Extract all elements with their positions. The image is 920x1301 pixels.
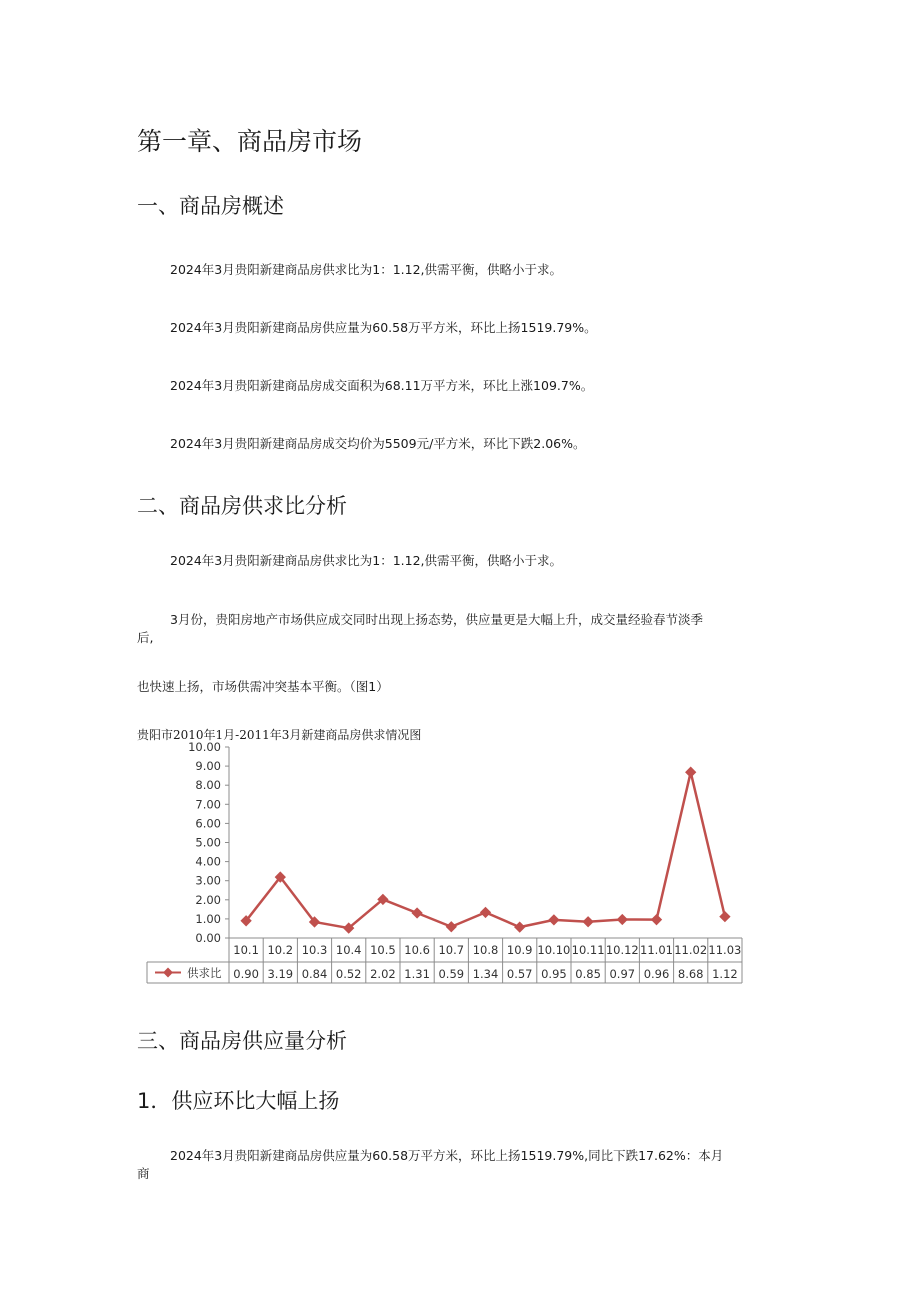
data-label: 0.52 [335,967,362,981]
paragraph: 商 [137,1166,150,1181]
y-tick-label: 4.00 [195,854,221,869]
x-tick-label: 10.6 [404,943,430,957]
paragraph: 2024年3月贵阳新建商品房供应量为60.58万平方米，环比上扬1519.79%。 [170,320,597,335]
x-tick-label: 11.02 [674,943,708,957]
y-tick-label: 9.00 [195,759,221,774]
series-line-供求比 [246,772,725,928]
paragraph: 2024年3月贵阳新建商品房供求比为1：1.12,供需平衡，供略小于求。 [170,553,563,568]
data-label: 0.57 [506,967,533,981]
x-tick-label: 10.8 [472,943,499,957]
data-label: 0.84 [301,967,328,981]
x-tick-label: 10.10 [537,943,571,957]
data-point [514,921,525,932]
chapter-title: 第一章、商品房市场 [137,127,363,156]
paragraph: 2024年3月贵阳新建商品房成交均价为5509元/平方米，环比下跌2.06%。 [170,436,586,451]
data-label: 0.90 [233,967,259,981]
y-tick-label: 1.00 [195,911,221,926]
data-label: 3.19 [267,967,294,981]
data-point [548,914,559,925]
y-tick-label: 6.00 [195,816,221,831]
y-tick-label: 2.00 [195,892,221,907]
y-tick-label: 5.00 [195,835,221,850]
data-label: 0.97 [609,967,636,981]
data-point [446,921,457,932]
section-title-overview: 一、商品房概述 [137,194,284,218]
x-tick-label: 11.01 [640,943,673,957]
data-label: 1.31 [404,967,430,981]
data-point [719,911,730,922]
paragraph: 2024年3月贵阳新建商品房供应量为60.58万平方米，环比上扬1519.79%,同比下跌17.62%：本月 [170,1148,724,1163]
x-tick-label: 10.5 [370,943,396,957]
data-point [617,914,628,925]
data-point [685,767,696,778]
data-label: 0.59 [438,967,465,981]
data-label: 1.34 [472,967,499,981]
y-tick-label: 8.00 [195,778,221,793]
data-label: 2.02 [370,967,396,981]
data-label: 1.12 [712,967,738,981]
x-tick-label: 11.03 [708,943,742,957]
data-label: 0.95 [541,967,567,981]
data-point [582,916,593,927]
legend-marker [163,968,173,978]
x-tick-label: 10.9 [506,943,533,957]
paragraph: 3月份，贵阳房地产市场供应成交同时出现上扬态势，供应量更是大幅上升，成交量经验春节淡季 [170,612,703,627]
data-label: 8.68 [677,967,704,981]
section-title-supply-demand: 二、商品房供求比分析 [137,494,347,518]
data-point [411,907,422,918]
y-tick-label: 7.00 [195,797,221,812]
data-point [651,914,662,925]
legend-label: 供求比 [187,966,222,980]
section-title-supply: 三、商品房供应量分析 [137,1029,347,1053]
data-point [480,907,491,918]
subsection-title: 1．供应环比大幅上扬 [137,1089,340,1113]
x-tick-label: 10.2 [267,943,294,957]
x-tick-label: 10.12 [605,943,639,957]
chart-title: 贵阳市2010年1月-2011年3月新建商品房供求情况图 [137,728,422,742]
y-tick-label: 3.00 [195,873,221,888]
data-label: 0.96 [643,967,670,981]
paragraph: 2024年3月贵阳新建商品房供求比为1：1.12,供需平衡，供略小于求。 [170,262,563,277]
x-tick-label: 10.7 [438,943,465,957]
x-tick-label: 10.11 [571,943,605,957]
y-tick-label: 10.00 [188,742,221,754]
paragraph: 后, [137,630,154,645]
y-tick-label: 0.00 [195,931,221,945]
x-tick-label: 10.1 [233,943,259,957]
x-tick-label: 10.3 [301,943,328,957]
data-label: 0.85 [575,967,601,981]
x-tick-label: 10.4 [335,943,362,957]
paragraph: 2024年3月贵阳新建商品房成交面积为68.11万平方米，环比上涨109.7%。 [170,378,594,393]
paragraph: 也快速上扬，市场供需冲突基本平衡。（图1） [137,679,389,694]
supply-demand-chart [137,742,777,985]
